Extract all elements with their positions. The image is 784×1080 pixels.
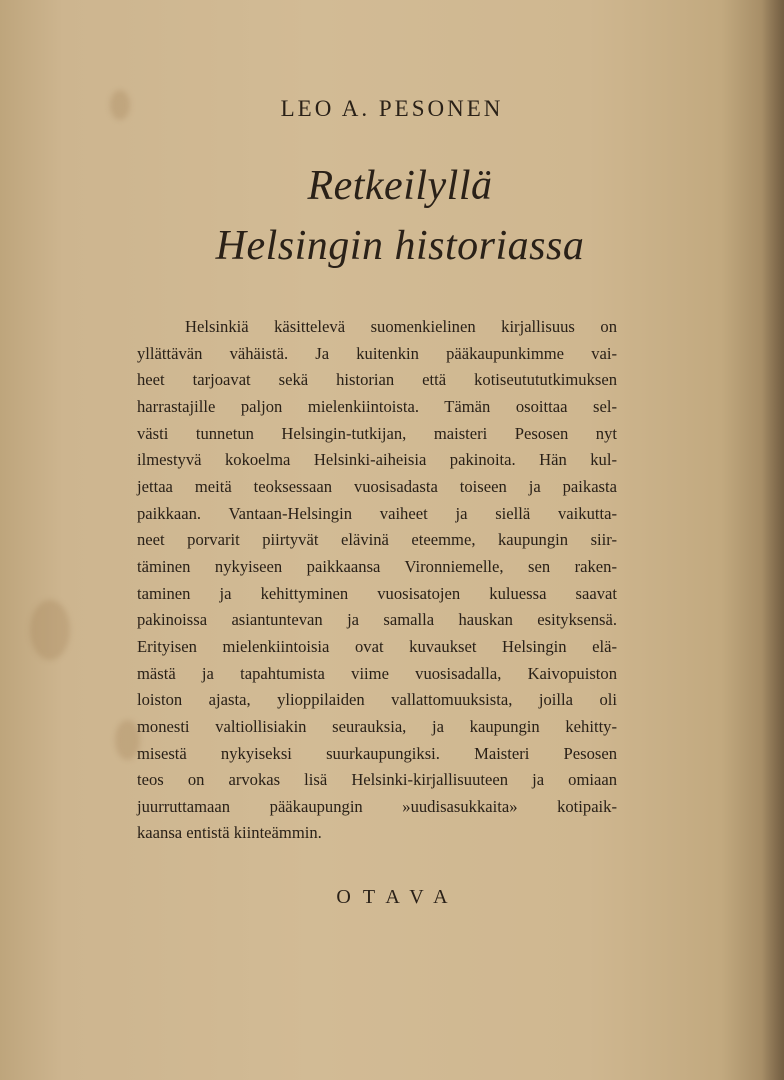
blurb-line: neet porvarit piirtyvät elävinä eteemme, kaupungin siir- [137,530,617,550]
blurb-line: Erityisen mielenkiintoisia ovat kuvaukset Helsingin elä- [137,636,617,656]
blurb-line: monesti valtiollisiakin seurauksia, ja kaupungin kehitty- [137,716,617,736]
blurb-line: västi tunnetun Helsingin-tutkijan, maisteri Pesosen nyt [137,423,617,443]
blurb-line: kaansa entistä kiinteämmin. [137,823,322,843]
book-title-line: Helsingin historiassa [215,223,585,269]
book-title-line: Retkeilyllä [307,163,493,209]
blurb-line: taminen ja kehittyminen vuosisatojen kuluessa saavat [137,583,617,603]
blurb-line: teos on arvokas lisä Helsinki-kirjallisuuteen ja omiaan [137,770,617,790]
blurb-line: loiston ajasta, ylioppilaiden vallattomuuksista, joilla oli [137,690,617,710]
blurb-line: täminen nykyiseen paikkaansa Vironniemelle, sen raken- [137,556,617,576]
blurb-line: jettaa meitä teoksessaan vuosisadasta toiseen ja paikasta [137,476,617,496]
blurb-paragraph [137,314,617,847]
blurb-line: pakinoissa asiantuntevan ja samalla hauskan esityksensä. [137,610,617,630]
blurb-line: paikkaan. Vantaan-Helsingin vaiheet ja siellä vaikutta- [137,503,617,523]
paper-stain [30,600,70,660]
blurb-line: mästä ja tapahtumista viime vuosisadalla, Kaivopuiston [137,663,617,683]
blurb-line: heet tarjoavat sekä historian että kotiseutututkimuksen [137,370,617,390]
author-name: LEO A. PESONEN [280,96,504,121]
blurb-line: juurruttamaan pääkaupungin »uudisasukkaita» kotipaik- [137,796,617,816]
blurb-line: ilmestyvä kokoelma Helsinki-aiheisia pakinoita. Hän kul- [137,450,617,470]
blurb-line: yllättävän vähäistä. Ja kuitenkin pääkaupunkimme vai- [137,343,617,363]
publisher-name: OTAVA [336,886,460,908]
blurb-line: misestä nykyiseksi suurkaupungiksi. Maisteri Pesosen [137,743,617,763]
blurb-line: Helsinkiä käsittelevä suomenkielinen kirjallisuus on [185,317,617,336]
blurb-line: harrastajille paljon mielenkiintoista. Tämän osoittaa sel- [137,396,617,416]
